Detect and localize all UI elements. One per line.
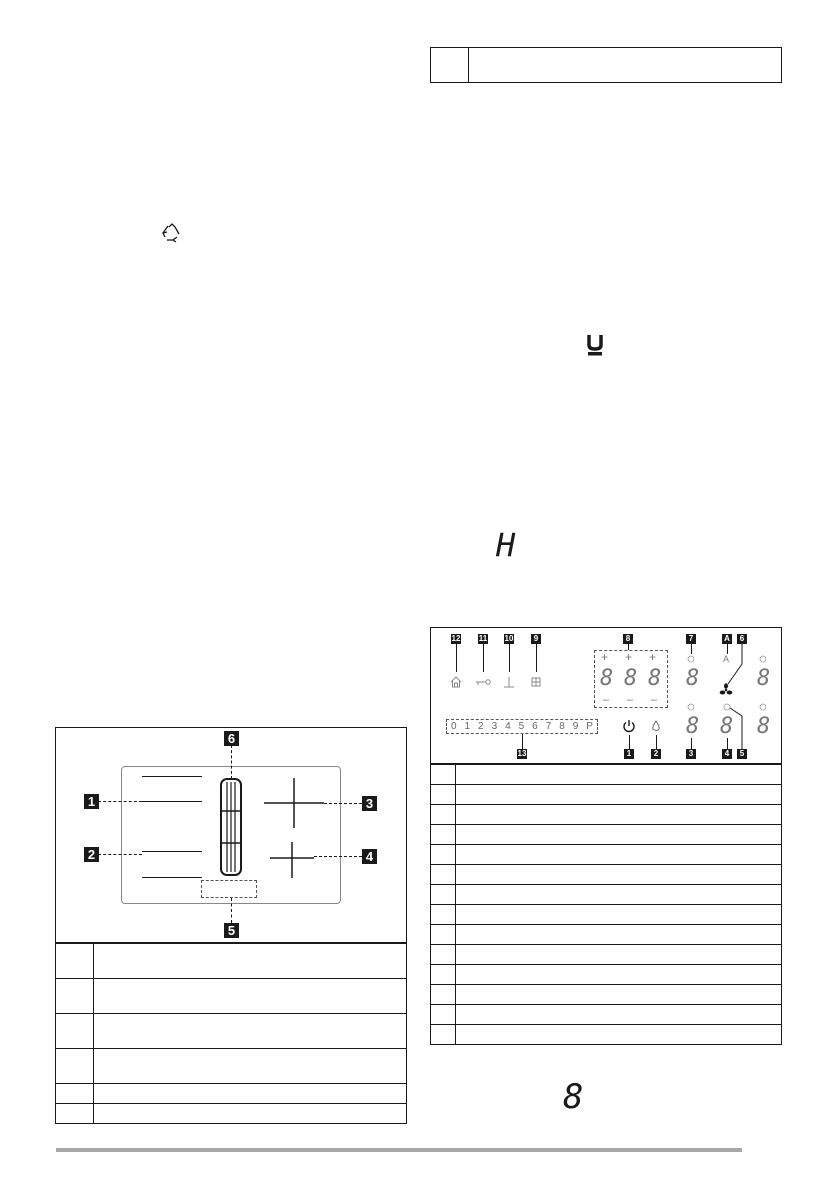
segment-digit: 8 bbox=[624, 666, 638, 691]
segment-digit: 8 bbox=[757, 714, 771, 739]
timer-icon bbox=[759, 703, 767, 711]
callout-badge: 12 bbox=[451, 634, 461, 643]
zone-cross bbox=[264, 778, 324, 828]
callout-badge: 4 bbox=[722, 749, 732, 759]
callout-badge: 7 bbox=[686, 634, 696, 644]
segment-digit: 8 bbox=[757, 666, 771, 691]
home-lock-icon bbox=[450, 676, 462, 688]
ventilation-grille bbox=[220, 778, 242, 876]
leader-line bbox=[728, 706, 748, 750]
hob-control-area bbox=[201, 880, 257, 898]
recycle-icon bbox=[161, 222, 183, 244]
power-icon[interactable] bbox=[622, 719, 636, 733]
footer-rule bbox=[56, 1148, 742, 1152]
callout-badge: 1 bbox=[84, 794, 99, 809]
leader-line bbox=[98, 801, 142, 802]
callout-badge: 6 bbox=[737, 634, 747, 644]
timer-icon bbox=[687, 703, 695, 711]
leader-line bbox=[691, 644, 692, 654]
leader-line bbox=[656, 735, 657, 750]
control-table bbox=[430, 764, 782, 1045]
zone-line bbox=[142, 851, 202, 852]
callout-badge: 6 bbox=[224, 731, 239, 746]
slider-step[interactable]: P bbox=[586, 721, 593, 732]
slider-step[interactable]: 8 bbox=[559, 721, 565, 732]
fan-icon bbox=[719, 683, 733, 697]
leader-line bbox=[98, 854, 142, 855]
callout-badge: 8 bbox=[623, 634, 633, 644]
timer-icon bbox=[759, 655, 767, 663]
top-table bbox=[430, 47, 782, 83]
callout-badge: 3 bbox=[362, 796, 377, 811]
callout-badge: 4 bbox=[362, 849, 377, 864]
callout-badge: 10 bbox=[504, 634, 514, 643]
callout-badge: 9 bbox=[531, 634, 541, 644]
drop-icon[interactable] bbox=[651, 720, 661, 732]
bridge-icon bbox=[504, 676, 514, 688]
zone-line bbox=[142, 776, 202, 777]
slider-step[interactable]: 7 bbox=[545, 721, 552, 732]
callout-badge: 5 bbox=[224, 923, 239, 938]
slider-step[interactable]: 0 bbox=[450, 721, 457, 732]
slider-step[interactable]: 9 bbox=[572, 721, 579, 732]
callout-badge: 2 bbox=[651, 749, 661, 759]
slider-step[interactable]: 1 bbox=[464, 721, 471, 732]
leader-line bbox=[314, 856, 362, 857]
segment-digit: 8 bbox=[720, 714, 734, 739]
minus-sign: – bbox=[651, 694, 658, 706]
plus-sign: + bbox=[649, 650, 657, 664]
zone-line bbox=[142, 877, 202, 878]
residual-heat-symbol: H bbox=[496, 526, 516, 564]
minus-sign: – bbox=[603, 694, 610, 706]
hob-table bbox=[55, 943, 407, 1124]
callout-badge: 1 bbox=[624, 749, 634, 759]
leader-line bbox=[509, 644, 510, 672]
plus-sign: + bbox=[625, 650, 633, 664]
grid-icon bbox=[531, 677, 541, 687]
segment-digit: 8 bbox=[686, 666, 700, 691]
callout-badge: 5 bbox=[737, 749, 747, 759]
digit-display-symbol: 8 bbox=[563, 1077, 584, 1117]
auto-label: A bbox=[723, 654, 730, 664]
callout-badge: 11 bbox=[478, 634, 488, 643]
slider-step[interactable]: 5 bbox=[518, 721, 525, 732]
slider-step[interactable]: 4 bbox=[505, 721, 511, 732]
power-slider[interactable] bbox=[446, 719, 598, 734]
leader-line bbox=[456, 644, 457, 672]
leader-line bbox=[231, 745, 232, 779]
key-lock-icon bbox=[475, 677, 491, 687]
zone-line bbox=[142, 801, 202, 802]
leader-line bbox=[522, 734, 523, 750]
pan-indicator-symbol bbox=[585, 332, 605, 358]
callout-badge: 3 bbox=[686, 749, 696, 759]
minus-sign: – bbox=[627, 694, 634, 706]
leader-line bbox=[483, 644, 484, 672]
plus-sign: + bbox=[601, 650, 609, 664]
slider-step[interactable]: 2 bbox=[478, 721, 484, 732]
slider-step[interactable]: 3 bbox=[491, 721, 498, 732]
segment-digit: 8 bbox=[686, 714, 700, 739]
callout-badge: A bbox=[722, 634, 732, 644]
leader-line bbox=[536, 644, 537, 672]
timer-icon bbox=[687, 655, 695, 663]
segment-digit: 8 bbox=[600, 666, 614, 691]
leader-line bbox=[629, 735, 630, 750]
segment-digit: 8 bbox=[648, 666, 662, 691]
leader-line bbox=[231, 898, 232, 923]
leader-line bbox=[726, 644, 746, 688]
leader-line bbox=[324, 803, 362, 804]
callout-badge: 2 bbox=[84, 847, 99, 862]
zone-cross bbox=[270, 842, 314, 878]
callout-badge: 13 bbox=[517, 749, 527, 758]
slider-step[interactable]: 6 bbox=[532, 721, 538, 732]
